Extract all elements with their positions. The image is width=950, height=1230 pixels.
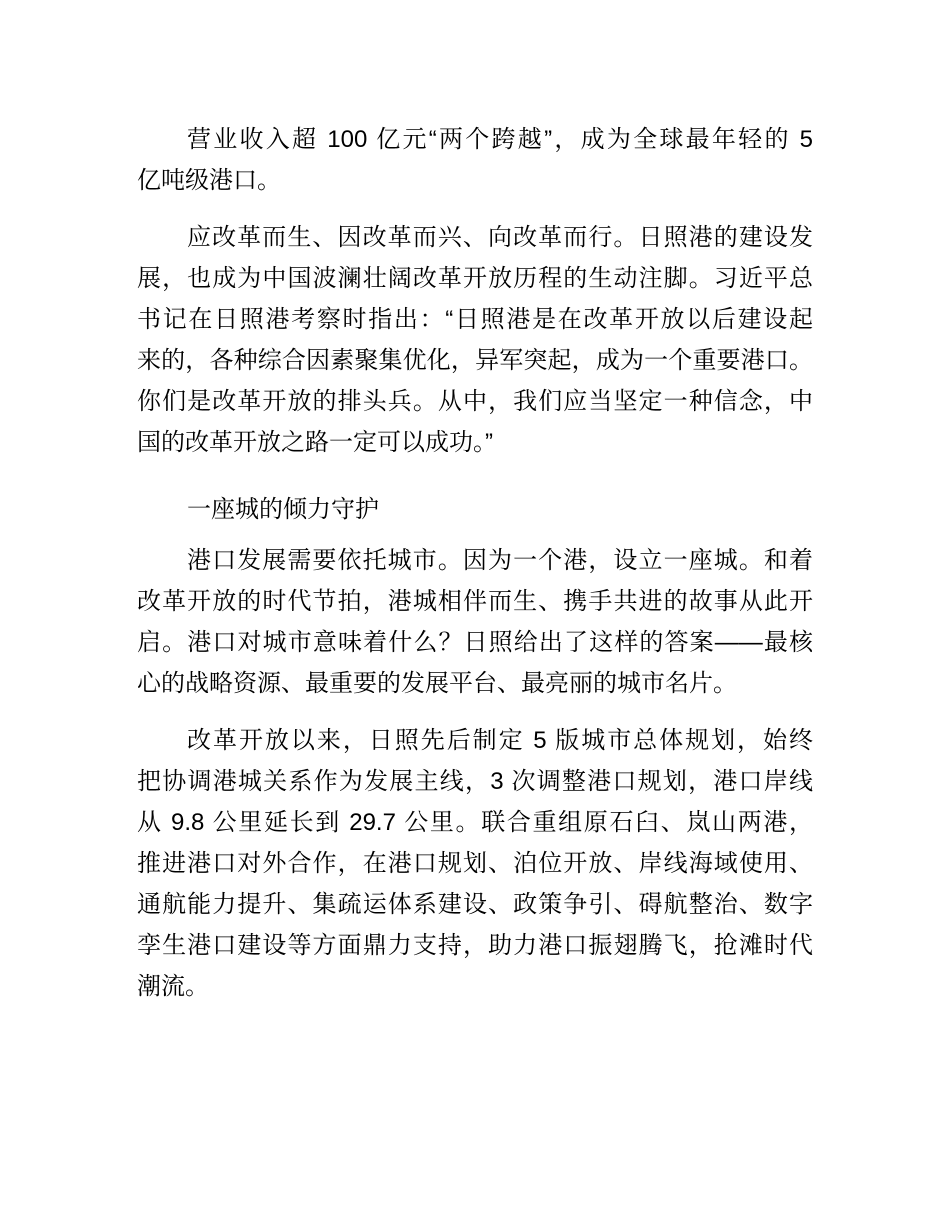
text-line: 亿吨级港口。 <box>137 167 281 194</box>
text-line: 通航能力提升、集疏运体系建设、政策争引、碍航整治、数字 <box>137 891 813 918</box>
text-line: 潮流。 <box>137 973 209 1000</box>
text-line: 来的，各种综合因素聚集优化，异军突起，成为一个重要港口。 <box>137 347 813 374</box>
text-line: 展，也成为中国波澜壮阔改革开放历程的生动注脚。习近平总 <box>137 265 813 292</box>
paragraph <box>137 540 813 704</box>
document-body <box>137 119 813 1007</box>
text-line: 启。港口对城市意味着什么？日照给出了这样的答案——最核 <box>137 629 813 656</box>
paragraph <box>137 217 813 463</box>
section-heading <box>137 489 813 530</box>
paragraph <box>137 119 813 201</box>
text-line: 书记在日照港考察时指出：“日照港是在改革开放以后建设起 <box>137 306 813 333</box>
text-line: 改革开放以来，日照先后制定 5 版城市总体规划，始终 <box>187 727 813 754</box>
text-line: 国的改革开放之路一定可以成功。” <box>137 429 493 456</box>
text-line: 从 9.8 公里延长到 29.7 公里。联合重组原石臼、岚山两港， <box>137 809 813 836</box>
text-line: 港口发展需要依托城市。因为一个港，设立一座城。和着 <box>187 547 813 574</box>
text-line: 孪生港口建设等方面鼎力支持，助力港口振翅腾飞，抢滩时代 <box>137 932 813 959</box>
text-line: 应改革而生、因改革而兴、向改革而行。日照港的建设发 <box>187 224 813 251</box>
heading-line: 一座城的倾力守护 <box>187 496 379 523</box>
text-line: 改革开放的时代节拍，港城相伴而生、携手共进的故事从此开 <box>137 588 813 615</box>
paragraph <box>137 720 813 1007</box>
text-line: 你们是改革开放的排头兵。从中，我们应当坚定一种信念，中 <box>137 388 813 415</box>
text-line: 推进港口对外合作，在港口规划、泊位开放、岸线海域使用、 <box>137 850 813 877</box>
text-line: 心的战略资源、最重要的发展平台、最亮丽的城市名片。 <box>137 670 737 697</box>
text-line: 营业收入超 100 亿元“两个跨越”，成为全球最年轻的 5 <box>187 126 813 153</box>
text-line: 把协调港城关系作为发展主线，3 次调整港口规划，港口岸线 <box>137 768 813 795</box>
